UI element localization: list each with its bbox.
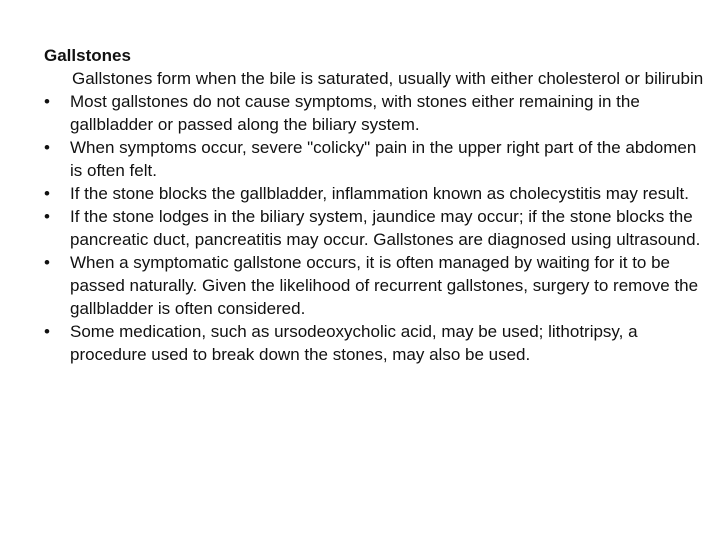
intro-paragraph: Gallstones form when the bile is saturated, usually with either cholesterol or bilirubin <box>72 69 704 88</box>
bullet-text: Some medication, such as ursodeoxycholic acid, may be used; lithotripsy, a procedure used to break down the stones, may also be used. <box>70 322 638 364</box>
slide-title: Gallstones <box>44 46 131 65</box>
bullet-text: When a symptomatic gallstone occurs, it is often managed by waiting for it to be passed naturally. Given the likelihood of recurrent gallstones, surgery to remove the gallbladder is often considered. <box>70 253 699 318</box>
bullet-text: When symptoms occur, severe "colicky" pain in the upper right part of the abdomen is often felt. <box>70 138 697 180</box>
bullet-icon: • <box>44 138 50 157</box>
bullet-icon: • <box>44 92 50 111</box>
list-item <box>44 205 706 251</box>
slide-content <box>44 44 706 366</box>
bullet-text: If the stone lodges in the biliary system, jaundice may occur; if the stone blocks the pancreatic duct, pancreatitis may occur. Gallstones are diagnosed using ultrasound. <box>70 207 701 249</box>
bullet-text: If the stone blocks the gallbladder, inflammation known as cholecystitis may result. <box>70 184 689 203</box>
bullet-icon: • <box>44 207 50 226</box>
bullet-icon: • <box>44 184 50 203</box>
bullet-icon: • <box>44 253 50 272</box>
bullet-list <box>44 90 706 366</box>
list-item <box>44 251 706 320</box>
bullet-text: Most gallstones do not cause symptoms, with stones either remaining in the gallbladder or passed along the biliary system. <box>70 92 640 134</box>
list-item <box>44 136 706 182</box>
bullet-icon: • <box>44 322 50 341</box>
list-item <box>44 90 706 136</box>
list-item <box>44 182 706 205</box>
list-item <box>44 320 706 366</box>
